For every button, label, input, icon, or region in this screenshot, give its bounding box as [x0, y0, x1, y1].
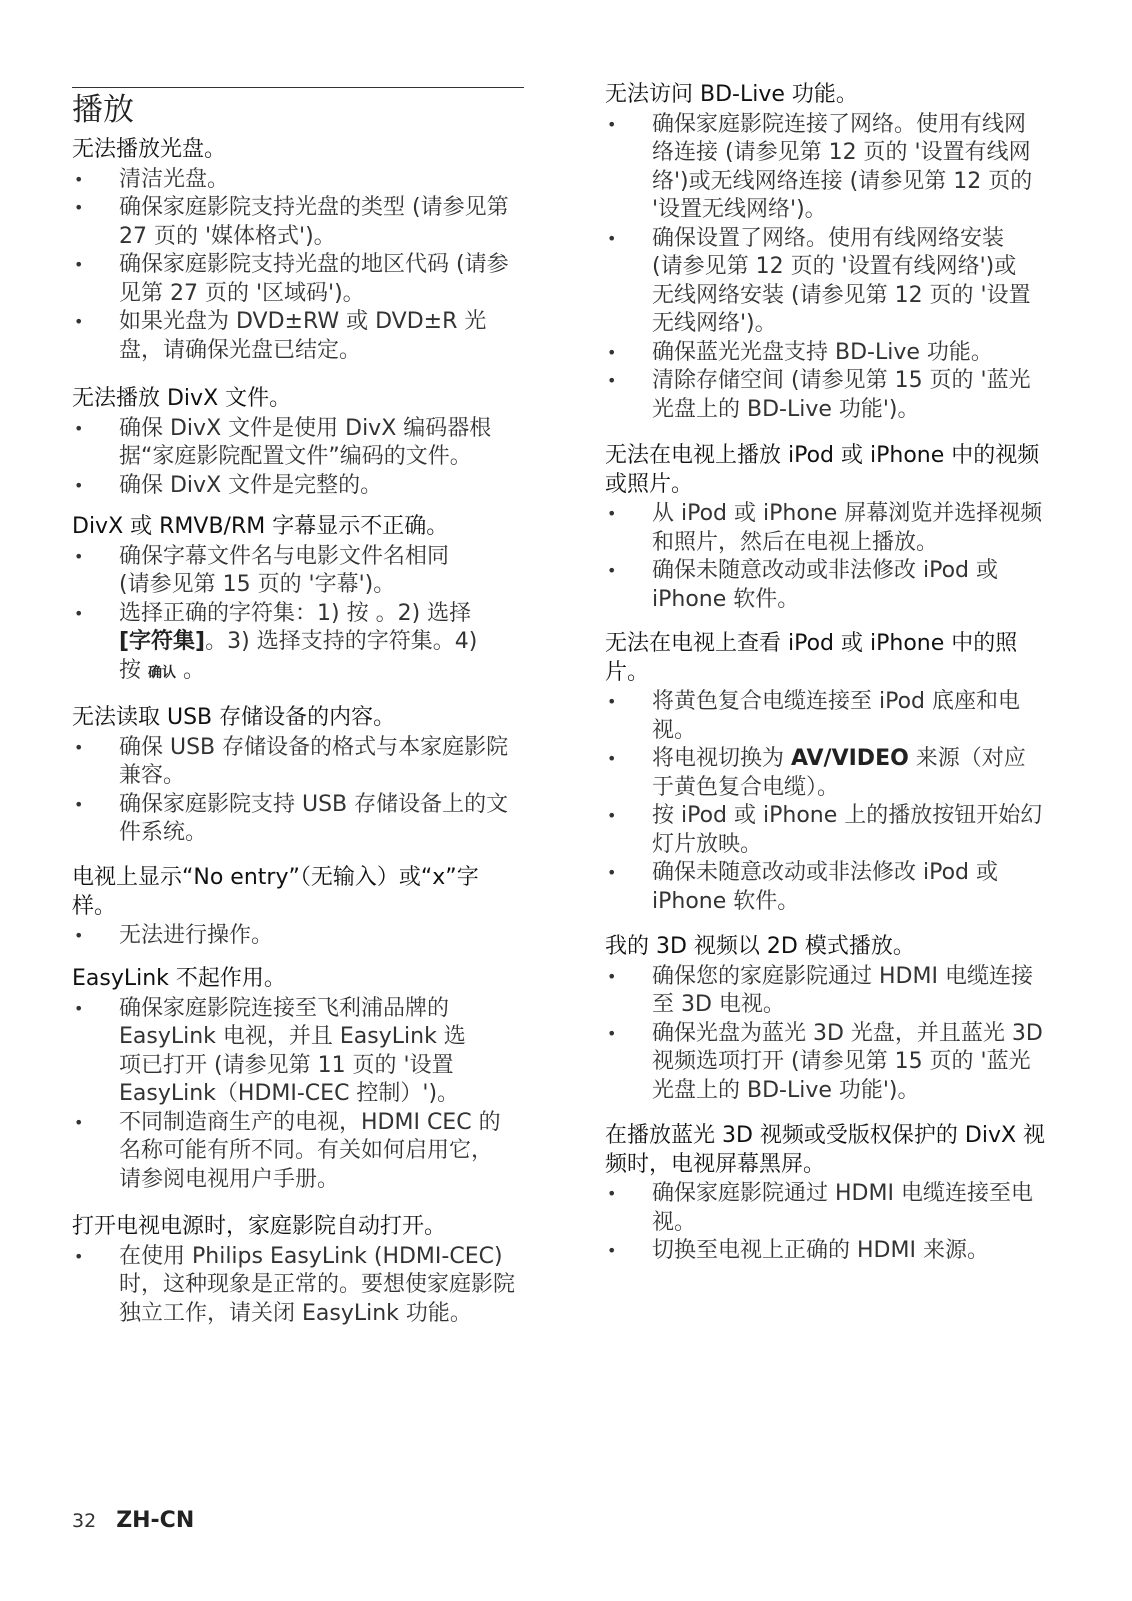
solution-item: • 无法进行操作。: [72, 922, 524, 951]
solution-item: • 确保家庭影院支持光盘的地区代码 (请参见第 27 页的 '区域码')。: [72, 251, 524, 308]
issue-heading: 无法播放光盘。: [72, 137, 227, 162]
solution-item: • 确保 DivX 文件是使用 DivX 编码器根据“家庭影院配置文件”编码的文件。: [72, 415, 524, 472]
page-number: 32: [72, 1510, 97, 1532]
issue-block-black-screen: [605, 1122, 1065, 1266]
solution-item: • 如果光盘为 DVD±RW 或 DVD±R 光盘，请确保光盘已结定。: [72, 308, 524, 365]
solution-list: [605, 111, 1065, 425]
solution-item: • 确保家庭影院连接了网络。使用有线网络连接 (请参见第 12 页的 '设置有线网络')或无线网络连接 (请参见第 12 页的 '设置无线网络')。: [605, 111, 1065, 225]
solution-item: • 确保未随意改动或非法修改 iPod 或 iPhone 软件。: [605, 859, 1065, 916]
solution-list: [72, 166, 524, 366]
section-rule: [72, 87, 524, 88]
solution-list: [72, 543, 524, 688]
issue-heading: 无法访问 BD-Live 功能。: [605, 82, 858, 107]
solution-list: [605, 963, 1065, 1106]
issue-block-3d: [605, 933, 1065, 1105]
solution-item: • 将黄色复合电缆连接至 iPod 底座和电视。: [605, 688, 1065, 745]
solution-list: [605, 500, 1065, 614]
solution-item: • 从 iPod 或 iPhone 屏幕浏览并选择视频和照片，然后在电视上播放。: [605, 500, 1065, 557]
solution-item: • 不同制造商生产的电视，HDMI CEC 的名称可能有所不同。有关如何启用它，请参阅电视用户手册。: [72, 1109, 524, 1195]
issue-heading: 我的 3D 视频以 2D 模式播放。: [605, 934, 915, 959]
issue-heading: 打开电视电源时，家庭影院自动打开。: [72, 1214, 447, 1239]
issue-block-bd-live: [605, 81, 1065, 424]
issue-heading: 无法播放 DivX 文件。: [72, 386, 292, 411]
solution-item: • 清除存储空间 (请参见第 15 页的 '蓝光光盘上的 BD-Live 功能')。: [605, 367, 1065, 424]
issue-heading: EasyLink 不起作用。: [72, 966, 286, 991]
solution-list: [72, 995, 524, 1195]
solution-item: • 按 iPod 或 iPhone 上的播放按钮开始幻灯片放映。: [605, 802, 1065, 859]
solution-item: • 切换至电视上正确的 HDMI 来源。: [605, 1237, 1065, 1266]
solution-item: • 清洁光盘。: [72, 166, 524, 195]
language-code: ZH-CN: [116, 1508, 195, 1533]
solution-list: [605, 1180, 1065, 1266]
issue-block-auto-power: [72, 1213, 524, 1328]
solution-list: [72, 734, 524, 848]
issue-heading: 无法在电视上查看 iPod 或 iPhone 中的照片。: [605, 631, 1018, 685]
solution-item: • 确保设置了网络。使用有线网络安装 (请参见第 12 页的 '设置有线网络')或无线网络安装 (请参见第 12 页的 '设置无线网络')。: [605, 225, 1065, 339]
issue-heading: DivX 或 RMVB/RM 字幕显示不正确。: [72, 514, 449, 539]
page-footer: [72, 1508, 194, 1534]
issue-block-no-entry: [72, 864, 524, 951]
ok-key-label: 确认: [148, 664, 176, 681]
solution-item: • 确保家庭影院支持 USB 存储设备上的文件系统。: [72, 791, 524, 848]
solution-item: • 确保您的家庭影院通过 HDMI 电缆连接至 3D 电视。: [605, 963, 1065, 1020]
issue-block-disc: [72, 136, 524, 365]
issue-block-divx: [72, 385, 524, 500]
charset-option-label: [字符集]: [119, 629, 206, 654]
issue-heading: 无法在电视上播放 iPod 或 iPhone 中的视频或照片。: [605, 443, 1040, 497]
issue-heading: 无法读取 USB 存储设备的内容。: [72, 705, 396, 730]
solution-list: [72, 415, 524, 501]
solution-list: [605, 688, 1065, 916]
issue-block-ipod-photo: [605, 630, 1065, 916]
solution-item: • 确保家庭影院支持光盘的类型 (请参见第 27 页的 '媒体格式')。: [72, 194, 524, 251]
solution-item: • 确保光盘为蓝光 3D 光盘，并且蓝光 3D 视频选项打开 (请参见第 15 页的 '蓝光光盘上的 BD-Live 功能')。: [605, 1020, 1065, 1106]
issue-heading: 在播放蓝光 3D 视频或受版权保护的 DivX 视频时，电视屏幕黑屏。: [605, 1123, 1046, 1177]
solution-item: • 确保 DivX 文件是完整的。: [72, 472, 524, 501]
solution-item: • 确保蓝光光盘支持 BD-Live 功能。: [605, 339, 1065, 368]
solution-item: • 确保家庭影院通过 HDMI 电缆连接至电视。: [605, 1180, 1065, 1237]
issue-block-subtitle: [72, 513, 524, 687]
solution-item: • 确保未随意改动或非法修改 iPod 或 iPhone 软件。: [605, 557, 1065, 614]
solution-item: • 将电视切换为 AV/VIDEO 来源（对应于黄色复合电缆）。: [605, 745, 1065, 802]
issue-heading: 电视上显示“No entry”（无输入）或“x”字样。: [72, 865, 479, 919]
issue-block-usb: [72, 704, 524, 848]
issue-block-ipod-play: [605, 442, 1065, 614]
solution-item: • 确保家庭影院连接至飞利浦品牌的 EasyLink 电视，并且 EasyLink 选项已打开 (请参见第 11 页的 '设置 EasyLink（HDMI-CEC 控制）')。: [72, 995, 524, 1109]
av-video-label: AV/VIDEO: [791, 746, 909, 771]
solution-item: • 确保 USB 存储设备的格式与本家庭影院兼容。: [72, 734, 524, 791]
solution-list: [72, 1243, 524, 1329]
issue-block-easylink: [72, 965, 524, 1194]
solution-item: • 选择正确的字符集：1) 按 。2) 选择 [字符集]。3) 选择支持的字符集。4) 按 确认 。: [72, 600, 524, 688]
solution-list: [72, 922, 524, 951]
section-title: 播放: [72, 92, 134, 128]
solution-item: • 确保字幕文件名与电影文件名相同 (请参见第 15 页的 '字幕')。: [72, 543, 524, 600]
solution-item: • 在使用 Philips EasyLink (HDMI-CEC) 时，这种现象是正常的。要想使家庭影院独立工作，请关闭 EasyLink 功能。: [72, 1243, 524, 1329]
